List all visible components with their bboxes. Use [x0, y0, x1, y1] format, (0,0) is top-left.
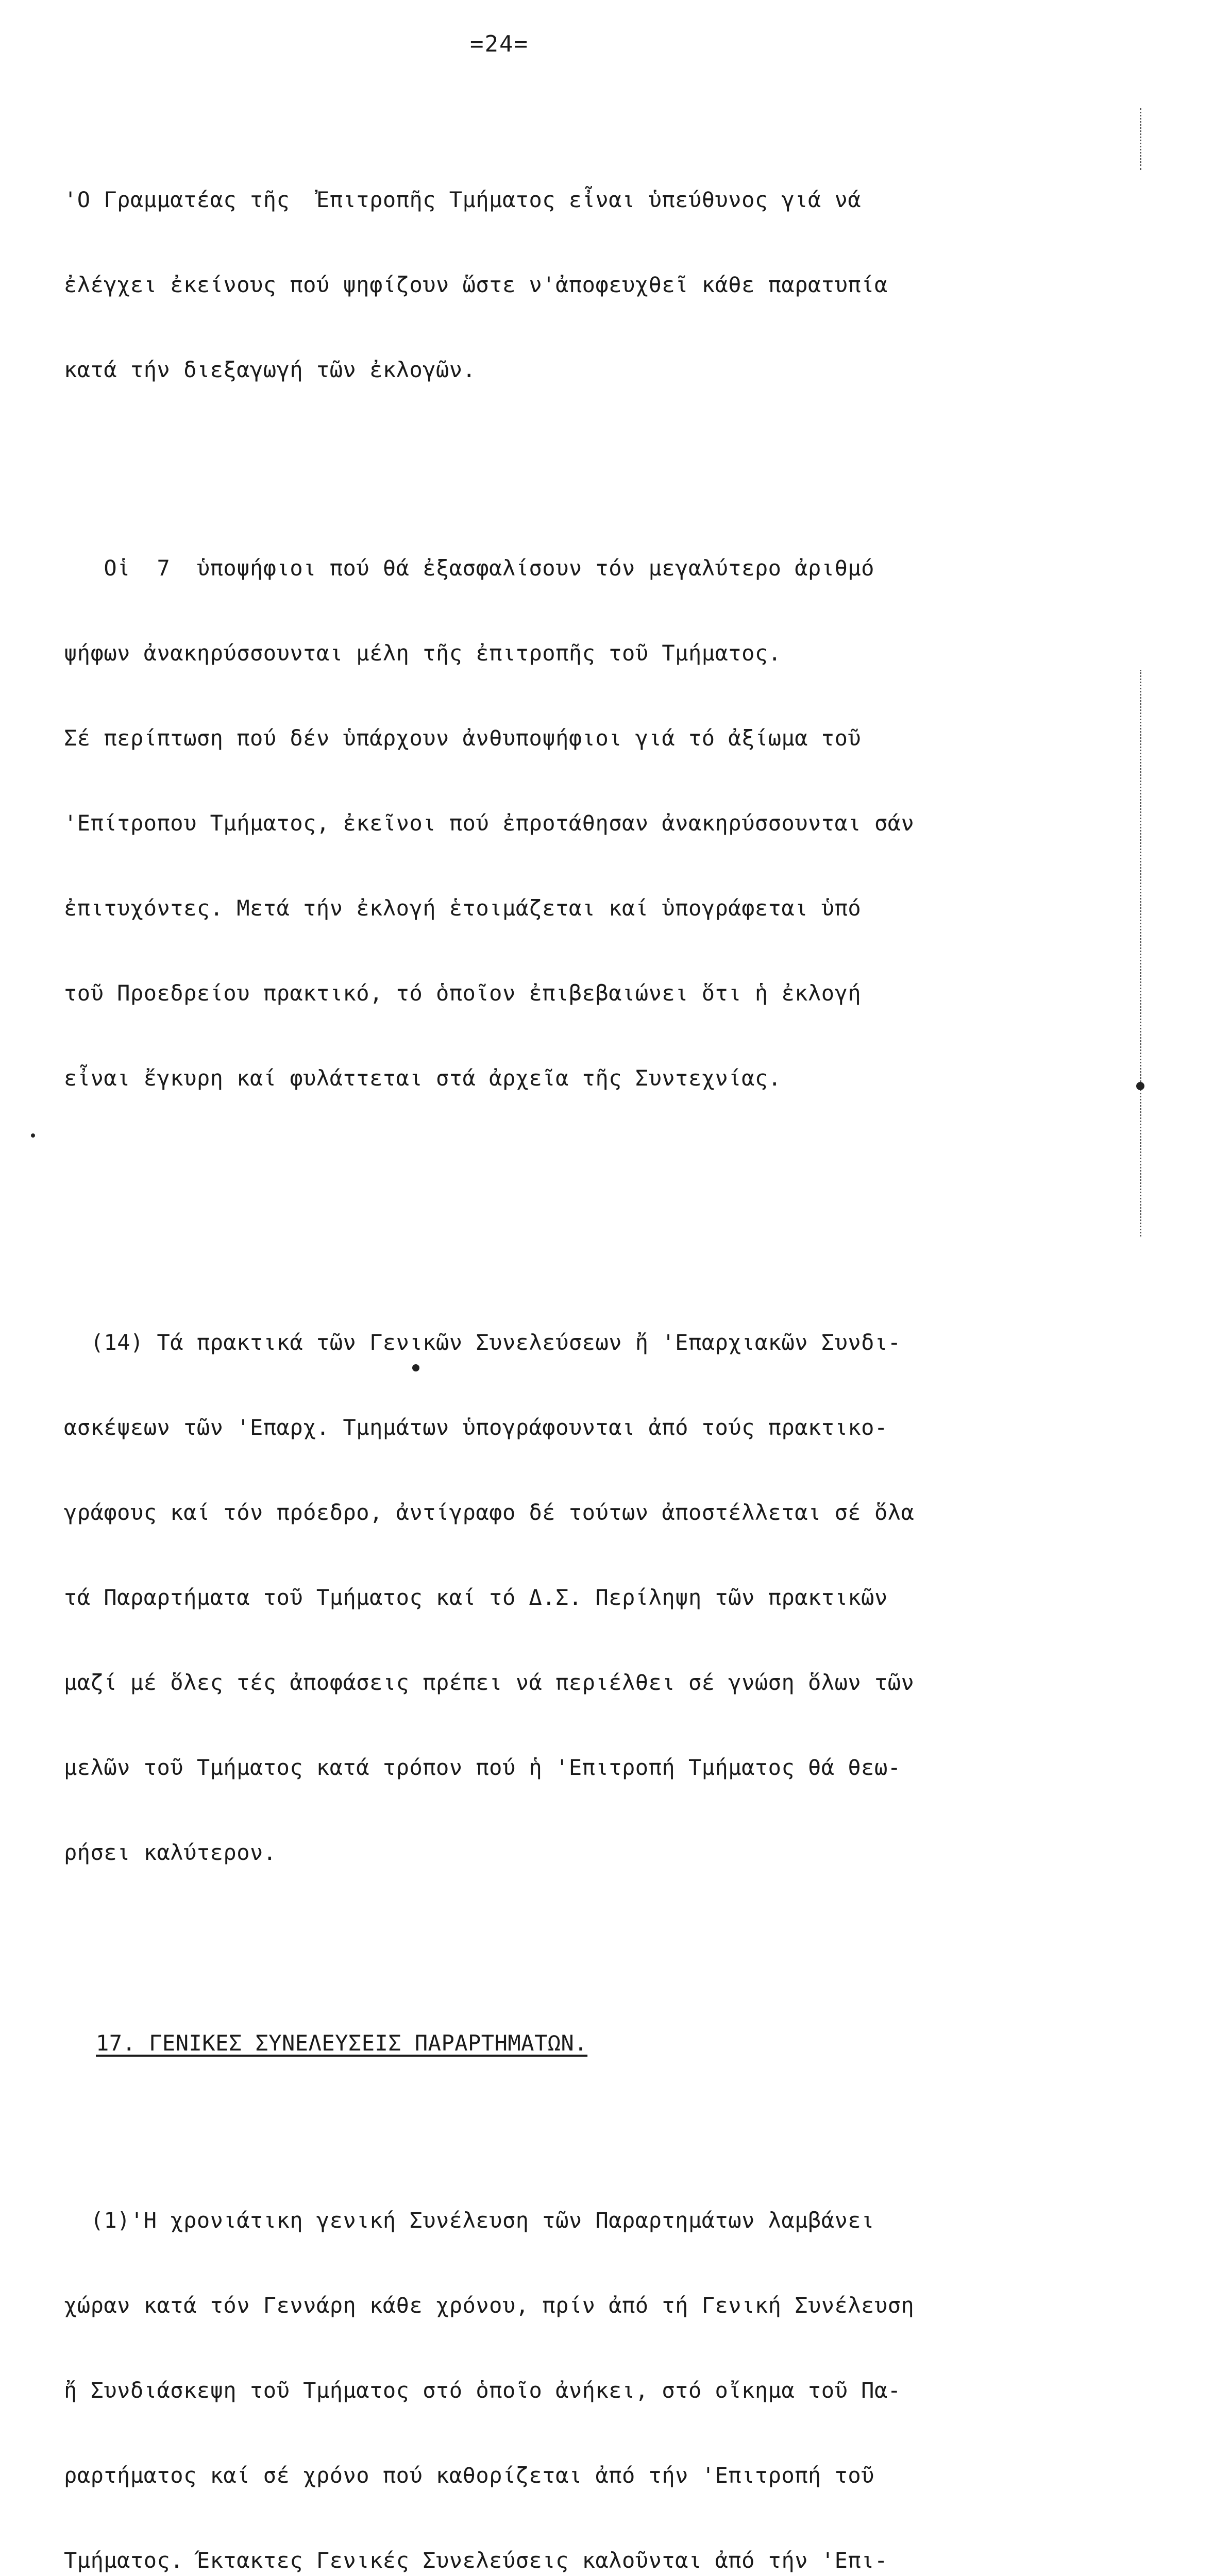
- paragraph-minutes: [64, 1272, 1084, 1923]
- text-line: γράφους καί τόν πρόεδρο, ἀντίγραφο δέ τούτων ἀποστέλλεται σέ ὅλα: [64, 1500, 915, 1525]
- page-number: =24=: [470, 31, 529, 57]
- paragraph-annual-meeting: [64, 2149, 1084, 2576]
- scan-speck: [412, 1364, 419, 1371]
- text-line: Οἱ 7 ὑποψήφιοι πού θά ἐξασφαλίσουν τόν μεγαλύτερο ἀριθμό: [64, 555, 874, 581]
- text-line: ασκέψεων τῶν 'Επαρχ. Τμημάτων ὑπογράφουνται ἀπό τούς πρακτικο-: [64, 1415, 888, 1440]
- text-line: ἐλέγχει ἐκείνους πού ψηφίζουν ὥστε ν'ἀποφευχθεῖ κάθε παρατυπία: [64, 272, 888, 297]
- text-line: μελῶν τοῦ Τμήματος κατά τρόπον πού ἡ 'Επιτροπή Τμήματος θά θεω-: [64, 1755, 901, 1780]
- text-line: Σέ περίπτωση πού δέν ὑπάρχουν ἀνθυποψήφιοι γιά τό ἀξίωμα τοῦ: [64, 725, 862, 751]
- text-line: ἐπιτυχόντες. Μετά τήν ἐκλογή ἑτοιμάζεται καί ὑπογράφεται ὑπό: [64, 895, 862, 921]
- text-line: Τμήματος. Έκτακτες Γενικές Συνελεύσεις καλοῦνται ἀπό τήν 'Επι-: [64, 2548, 888, 2573]
- text-line: κατά τήν διεξαγωγή τῶν ἐκλογῶν.: [64, 357, 476, 382]
- text-line: 'Ο Γραμματέας τῆς Ἐπιτροπῆς Τμήματος εἶναι ὑπεύθυνος γιά νά: [64, 187, 862, 212]
- document-body: [64, 72, 1084, 2576]
- text-line: ψήφων ἀνακηρύσσουνται μέλη τῆς ἐπιτροπῆς τοῦ Τμήματος.: [64, 640, 782, 666]
- text-line: ἤ Συνδιάσκεψη τοῦ Τμήματος στό ὁποῖο ἀνήκει, στό οἴκημα τοῦ Πα-: [64, 2378, 901, 2403]
- text-line: 'Επίτροπου Τμήματος, ἐκεῖνοι πού ἐπροτάθησαν ἀνακηρύσσουνται σάν: [64, 810, 915, 836]
- text-line: (1)'Η χρονιάτικη γενική Συνέλευση τῶν Παραρτημάτων λαμβάνει: [64, 2208, 874, 2233]
- text-line: εἶναι ἔγκυρη καί φυλάττεται στά ἀρχεῖα τῆς Συντεχνίας.: [64, 1065, 782, 1091]
- text-line: χώραν κατά τόν Γεννάρη κάθε χρόνου, πρίν ἀπό τή Γενική Συνέλευση: [64, 2293, 915, 2318]
- text-line: μαζί μέ ὅλες τές ἀποφάσεις πρέπει νά περιέλθει σέ γνώση ὅλων τῶν: [64, 1670, 915, 1695]
- text-line: τοῦ Προεδρείου πρακτικό, τό ὁποῖον ἐπιβεβαιώνει ὅτι ἡ ἐκλογή: [64, 980, 862, 1006]
- margin-scan-mark: [1140, 108, 1144, 170]
- paragraph-gap: [64, 1206, 1084, 1215]
- scan-speck: [1136, 1082, 1144, 1090]
- paragraph-secretary: [64, 129, 1084, 440]
- text-line: ρήσει καλύτερον.: [64, 1840, 277, 1865]
- text-line: τά Παραρτήματα τοῦ Τμήματος καί τό Δ.Σ. Περίληψη τῶν πρακτικῶν: [64, 1585, 888, 1610]
- text-line: ραρτήματος καί σέ χρόνο πού καθορίζεται ἀπό τήν 'Επιτροπή τοῦ: [64, 2463, 874, 2488]
- text-line: (14) Τά πρακτικά τῶν Γενικῶν Συνελεύσεων ἤ 'Επαρχιακῶν Συνδι-: [64, 1330, 901, 1355]
- paragraph-candidates: [64, 497, 1084, 1149]
- scan-speck: [31, 1133, 35, 1138]
- section-heading: 17. ΓΕΝΙΚΕΣ ΣΥΝΕΛΕΥΣΕΙΣ ΠΑΡΑΡΤΗΜΑΤΩΝ.: [96, 2030, 588, 2056]
- margin-scan-mark: [1140, 670, 1144, 1236]
